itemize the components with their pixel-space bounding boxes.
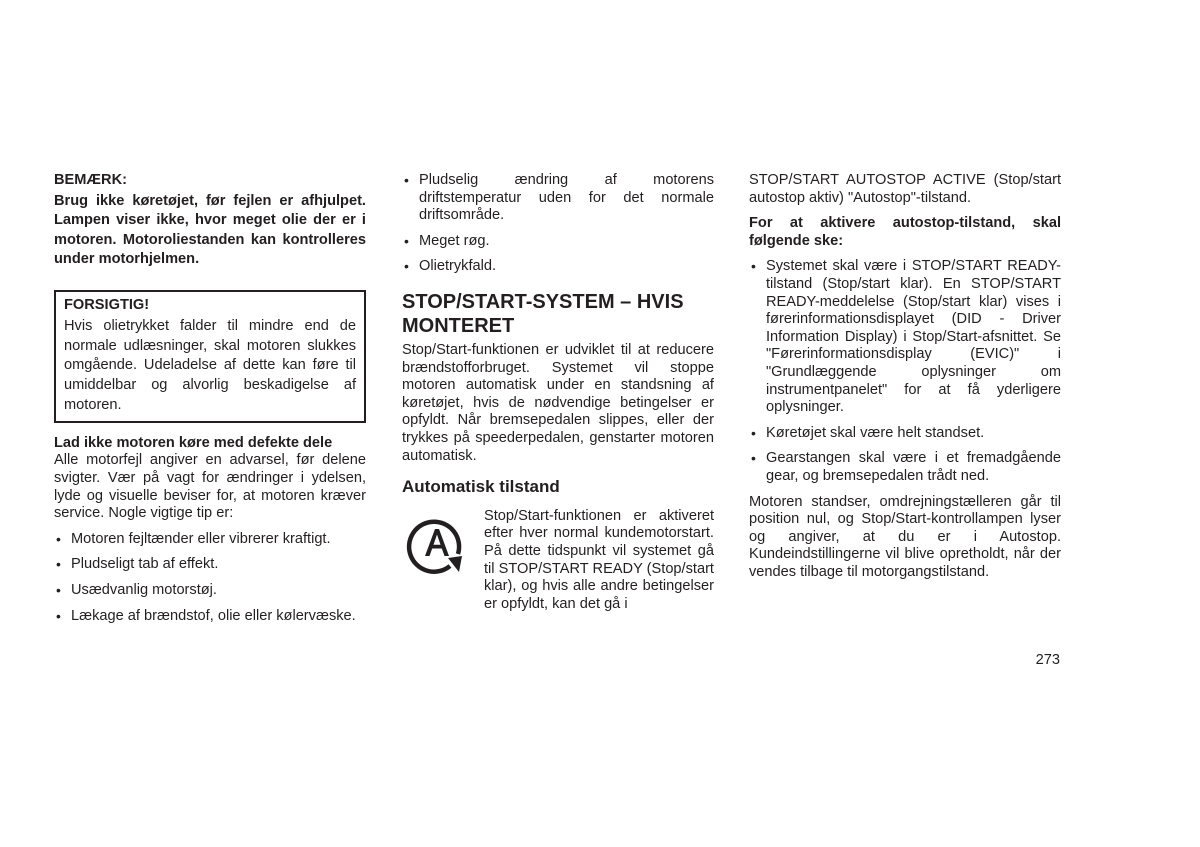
list-item: • Gearstangen skal være i et fremadgående gear, og bremsepedalen trådt ned. bbox=[749, 450, 1061, 485]
list-item: • Meget røg. bbox=[402, 233, 714, 251]
list-item: • Køretøjet skal være helt standset. bbox=[749, 425, 1061, 443]
section-title: STOP/START-SYSTEM – HVIS MONTERET bbox=[402, 290, 684, 337]
section-text: Stop/Start-funktionen er udviklet til at reducere brændstofforbruget. Systemet vil stoppe motoren automatisk under en standsning af køretøjet, hvis de nødvendige betingelser er opfyldt. Når bremsepedalen slippes, eller der trykkes på speederpedalen, genstarter motoren automatisk. bbox=[402, 341, 714, 464]
notice-text: Brug ikke køretøjet, før fejlen er afhjulpet. Lampen viser ikke, hvor meget olie der er i motoren. Motoroliestanden kan kontrolleres under motorhjelmen. bbox=[54, 192, 366, 268]
warning-signs-list bbox=[402, 172, 714, 276]
caution-box bbox=[54, 290, 366, 423]
tips-list bbox=[54, 531, 366, 625]
notice-label: BEMÆRK: bbox=[54, 172, 127, 188]
defects-paragraph: Alle motorfejl angiver en advarsel, før delene svigter. Vær på vagt for ændringer i ydelsen, lyde og visuelle beviser for, at motoren kræver service. Nogle vigtige tip er: bbox=[54, 452, 366, 522]
autostop-intro: STOP/START AUTOSTOP ACTIVE (Stop/start autostop aktiv) "Autostop"-tilstand. bbox=[749, 172, 1061, 206]
subsection-title: Automatisk tilstand bbox=[402, 477, 560, 497]
list-item: • Olietrykfald. bbox=[402, 258, 714, 276]
defects-heading: Lad ikke motoren køre med defekte dele bbox=[54, 434, 333, 451]
list-item: • Lækage af brændstof, olie eller kølervæske. bbox=[54, 608, 366, 626]
caution-text: Hvis olietrykket falder til mindre end de normale udlæsninger, skal motoren slukkes omgående. Udeladelse af dette kan føre til umiddelbar og alvorlig beskadigelse af motoren. bbox=[64, 317, 356, 413]
auto-mode-block bbox=[402, 508, 714, 614]
autostop-paragraph: Motoren standser, omdrejningstælleren går til position nul, og Stop/Start-kontrollampen lyser og angiver, at du er i Autostop. Kundeindstillingerne vil blive opretholdt, når der vendes tilbage til motorgangstilstand. bbox=[749, 493, 1061, 580]
column-right bbox=[749, 172, 1061, 581]
column-middle bbox=[402, 172, 714, 613]
list-item: • Motoren fejltænder eller vibrerer kraftigt. bbox=[54, 531, 366, 549]
list-item: • Systemet skal være i STOP/START READY-tilstand (Stop/start klar). En STOP/START READY-meddelelse (Stop/start klar) vises i førerinformationsdisplayet (DID - Driver Information Display) i Stop/Start-afsnittet. Se "Førerinformationsdisplay (EVIC)" i "Grundlæggende oplysninger om instrumentpanelet" for at få yderligere oplysninger. bbox=[749, 258, 1061, 416]
page-number: 273 bbox=[1035, 652, 1060, 668]
list-item: • Pludselig ændring af motorens driftstemperatur uden for det normale driftsområde. bbox=[402, 172, 714, 225]
list-item: • Pludseligt tab af effekt. bbox=[54, 556, 366, 574]
auto-stop-start-icon bbox=[404, 512, 470, 576]
column-left bbox=[54, 172, 366, 633]
conditions-list bbox=[749, 258, 1061, 485]
caution-title: FORSIGTIG! bbox=[64, 296, 150, 313]
auto-mode-text: Stop/Start-funktionen er aktiveret efter hver normal kundemotorstart. På dette tidspunkt vil systemet gå til STOP/START READY (Stop/start klar), og hvis alle andre betingelser er opfyldt, kan det gå i bbox=[484, 507, 714, 612]
activation-heading: For at aktivere autostop-tilstand, skal følgende ske: bbox=[749, 215, 1061, 249]
list-item: • Usædvanlig motorstøj. bbox=[54, 582, 366, 600]
